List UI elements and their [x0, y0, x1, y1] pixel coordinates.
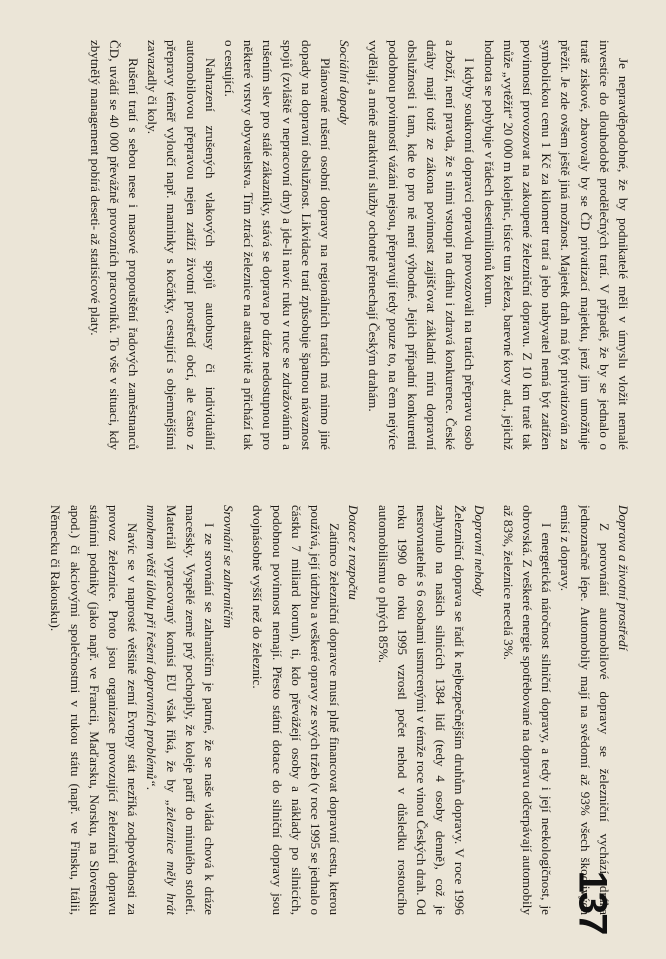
section-heading-budget: Dotace z rozpočtu [346, 505, 362, 600]
section-heading-environment: Doprava a životní prostředí [616, 505, 631, 651]
paragraph: I kdyby soukromí dopravci opravdu provozovali na tratích přepravu osob a zboží, není pravda, že s nimi vstoupí na dráhu i zdravá konkurence. České dráhy mají totiž ze zákona povinnost zajišťovat základní míru dopravní obslužnosti i tam, kde to pro ně není výhodné. Jejich případní konkurenti podobnou povinností vázáni nejsou, přepravují tedy pouze to, na čem nejvíce vydělají, a méně atraktivní služby ochotně přenechají Českým drahám. [366, 40, 478, 450]
paragraph: I energetická náročnost silniční dopravy, a tedy i její neekologičnost, je obrovská. Z veškeré energie spotřebované na dopravu odčerpávají automobily až 83%, železnice necelá 3%. [500, 505, 555, 915]
paragraph: Rušení tratí s sebou nese i masové propouštění řadových zaměstnanců ČD, uvádí se 40 000 převážně provozních pracovníků. To vše v situaci, kdy zbytnělý management pobírá deseti- až statisícové platy. [87, 40, 141, 450]
paragraph: Nahrazení zrušených vlakových spojů autobusy či individuální automobilovou přepravou nejen zatíží životní prostředí obcí, ale často z přepravy téměř vyloučí např. maminky s kočárky, cestující s objemnějšími zavazadly či koly. [145, 40, 218, 450]
text-run: I ze srovnání se zahraničím je patrné, že se naše vláda chová k dráze macešsky. Vyspělé země prý pochopily, že koleje patří do minulého století. Materiál vypracovaný komisí EU však říká, že by [163, 505, 217, 915]
paragraph: Z porovnání automobilové dopravy se železniční vychází dráha jednoznačně lépe. Automobily mají na svědomí až 93% všech škodlivých emisí z dopravy. [558, 505, 612, 915]
paragraph: Zatímco železniční dopravce musí plně financovat dopravní cestu, kterou používá, její údržbu a veškeré opravy ze svých tržeb (v roce 1995 se jednalo o částku 7 miliard korun), ti, kdo převážejí osoby a náklady po silnicích, podobnou povinnost nemají. Přesto státní dotace do silniční dopravy jsou dvojnásobně vyšší než do železnic. [250, 505, 343, 915]
paragraph: Je nepravděpodobné, že by podnikatelé měli v úmyslu vložit nemalé investice do dlouhodobě prodělečných tratí. V případě, že by se jednalo o tratě ziskové, zbavovaly by se ČD privatizací majetku, jenž jim umožňuje přežít. Je zde ovšem ještě jiná možnost. Majetek drah má být privatizován za symbolickou cenu 1 Kč za kilometr tratí a jeho nabyvatel nemá být zatížen povinností provozovat na zakoupené železniční dopravu. Z 10 km tratě tak může „vytěžit“ 20 000 m kolejnic, tisíce tun železa, barevné kovy atd., jejichž hodnota se pohybuje v řádech desetimilionů korun. [481, 40, 631, 450]
paragraph: Železniční doprava se řadí k nejbezpečnějším druhům dopravy. V roce 1996 zahynulo na našich silnicích 1384 lidí (tedy 4 osoby denně), což je nesrovnatelné s 6 osobami usmrcenými v témže roce vinou Českých drah. Od roku 1990 do roku 1995 vzrostl počet nehod v důsledku rostoucího automobilismu o plných 85%. [375, 505, 468, 915]
text-run: . [144, 786, 160, 791]
left-column [43, 40, 633, 450]
page-number: 137 [570, 870, 615, 935]
quote-run: „železnice měly hrát mnohem větší úlohu při řešení dopravních problémů“ [144, 505, 179, 915]
section-heading-accidents: Dopravní nehody [471, 505, 487, 597]
paragraph [142, 505, 219, 915]
rotated-text-block [33, 40, 633, 920]
section-heading-abroad: Srovnání se zahraničím [221, 505, 237, 629]
section-heading-social: Sociální dopady [337, 40, 353, 125]
paragraph: Navíc se v naprosté většině zemí Evropy stát nezříká zodpovědnosti za provoz železnice. Proto jsou organizace provozující železniční dopravu státními podniky (jako např. ve Francii, Maďarsku, Norsku, na Slovensku apod.) či akciovými společnostmi v rukou státu (např. ve Finsku, Itálii, Německu či Rakousku). [48, 505, 141, 915]
paragraph: Plánované rušení osobní dopravy na regionálních tratích má mimo jiné dopady na dopravní obslužnost. Likvidace tratí způsobuje špatnou návaznost spojů (zvláště v nepracovní dny) a jde-li navíc ruku v ruce se zdražováním a rušením slev pro stálé zákazníky, stává se doprava po dráze nedostupnou pro některé vrstvy obyvatelstva. Tím ztrácí železnice na atraktivitě a přichází tak o cestující. [221, 40, 333, 450]
right-column [43, 505, 633, 915]
